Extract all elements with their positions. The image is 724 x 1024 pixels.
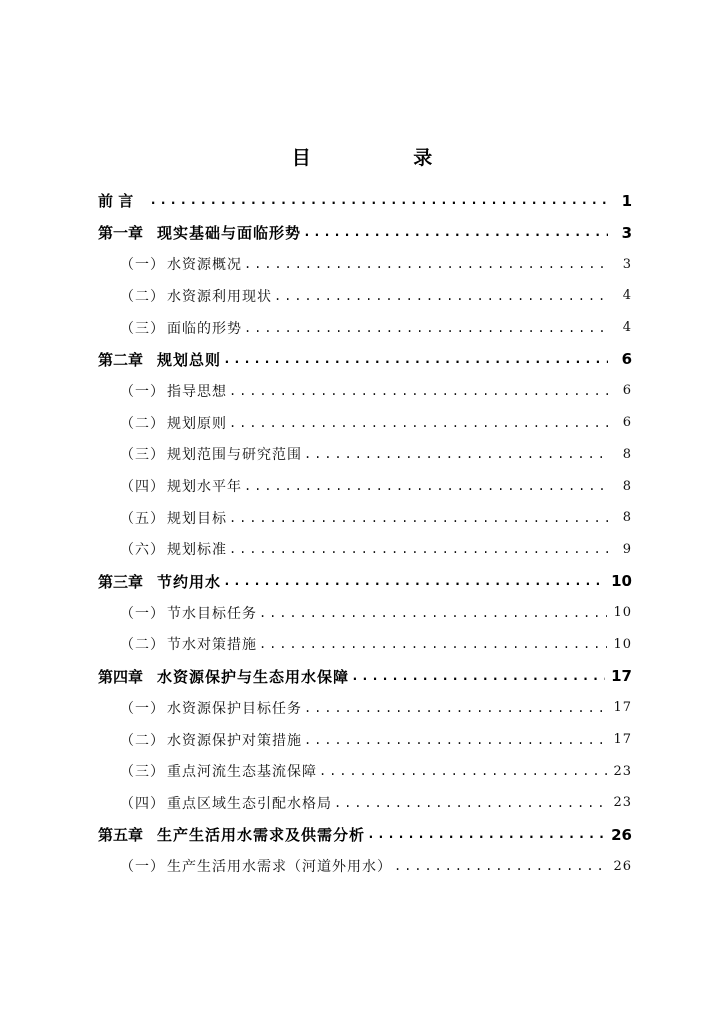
dot-leader (351, 669, 605, 684)
toc-chapter-entry[interactable] (98, 565, 632, 597)
toc-entry-label: （一） 生产生活用水需求（河道外用水） (120, 859, 392, 876)
dot-leader (149, 193, 608, 208)
toc-section-entry[interactable] (98, 755, 632, 787)
toc-section-entry[interactable] (98, 407, 632, 439)
dot-leader (259, 637, 607, 651)
toc-entry-label: （一） 节水目标任务 (120, 605, 257, 622)
toc-page-number: 17 (613, 700, 632, 716)
toc-entry-label: （四） 重点区域生态引配水格局 (120, 795, 332, 812)
dot-leader (229, 542, 608, 556)
toc-page-number: 26 (613, 858, 632, 874)
toc-entry-label: （二） 规划原则 (120, 415, 227, 432)
dot-leader (244, 257, 608, 271)
toc-entry-label: （五） 规划目标 (120, 510, 227, 527)
toc-page-number: 23 (613, 763, 632, 779)
toc-entry-label: （二） 水资源保护对策措施 (120, 732, 302, 749)
toc-entry-label: 第四章 水资源保护与生态用水保障 (98, 667, 350, 686)
toc-page-number: 23 (613, 795, 632, 811)
dot-leader (367, 827, 605, 842)
toc-entry-label: 第五章 生产生活用水需求及供需分析 (98, 826, 366, 845)
table-of-contents (98, 185, 632, 882)
toc-page-number: 26 (611, 825, 632, 844)
toc-chapter-entry[interactable] (98, 343, 632, 375)
toc-entry-label: （三） 重点河流生态基流保障 (120, 764, 317, 781)
toc-section-entry[interactable] (98, 534, 632, 566)
toc-page-number: 4 (622, 288, 632, 304)
toc-entry-label: （六） 规划标准 (120, 542, 227, 559)
toc-entry-label: 第二章 规划总则 (98, 350, 222, 369)
toc-section-entry[interactable] (98, 312, 632, 344)
toc-entry-label: 前 言 (98, 192, 134, 211)
toc-page-number: 3 (621, 223, 632, 242)
toc-page-number: 1 (621, 191, 632, 210)
toc-page-number: 10 (613, 636, 632, 652)
dot-leader (244, 321, 608, 335)
dot-leader (304, 733, 607, 747)
toc-entry-label: （三） 面临的形势 (120, 320, 242, 337)
dot-leader (303, 225, 608, 240)
toc-page-number: 8 (622, 478, 632, 494)
toc-page-number: 8 (622, 510, 632, 526)
toc-section-entry[interactable] (98, 248, 632, 280)
dot-leader (334, 796, 607, 810)
toc-section-entry[interactable] (98, 629, 632, 661)
toc-entry-label: （二） 水资源利用现状 (120, 288, 272, 305)
toc-entry-label: （一） 水资源保护目标任务 (120, 700, 302, 717)
toc-page-number: 6 (622, 415, 632, 431)
dot-leader (229, 511, 608, 525)
toc-chapter-entry[interactable] (98, 185, 632, 217)
dot-leader (229, 416, 608, 430)
toc-page-number: 10 (611, 572, 632, 591)
dot-leader (259, 606, 607, 620)
toc-page-number: 17 (613, 732, 632, 748)
dot-leader (223, 574, 605, 589)
toc-section-entry[interactable] (98, 597, 632, 629)
toc-page-number: 17 (611, 667, 632, 686)
toc-section-entry[interactable] (98, 280, 632, 312)
toc-page-number: 9 (622, 541, 632, 557)
toc-page-number: 8 (622, 446, 632, 462)
toc-chapter-entry[interactable] (98, 819, 632, 851)
toc-entry-label: 第三章 节约用水 (98, 572, 222, 591)
toc-section-entry[interactable] (98, 439, 632, 471)
toc-entry-label: （三） 规划范围与研究范围 (120, 447, 302, 464)
dot-leader (304, 447, 608, 461)
toc-entry-label: 第一章 现实基础与面临形势 (98, 224, 302, 243)
toc-section-entry[interactable] (98, 502, 632, 534)
toc-section-entry[interactable] (98, 850, 632, 882)
toc-page-number: 10 (613, 605, 632, 621)
dot-leader (223, 352, 608, 367)
dot-leader (394, 859, 607, 873)
toc-section-entry[interactable] (98, 692, 632, 724)
toc-section-entry[interactable] (98, 375, 632, 407)
dot-leader (319, 764, 607, 778)
dot-leader (244, 479, 608, 493)
dot-leader (304, 701, 607, 715)
toc-entry-label: （四） 规划水平年 (120, 479, 242, 496)
toc-section-entry[interactable] (98, 470, 632, 502)
dot-leader (274, 289, 608, 303)
toc-page-number: 6 (621, 350, 632, 369)
toc-page-number: 4 (622, 320, 632, 336)
toc-entry-label: （一） 水资源概况 (120, 257, 242, 274)
toc-entry-label: （一） 指导思想 (120, 383, 227, 400)
toc-page-number: 3 (622, 256, 632, 272)
toc-entry-label: （二） 节水对策措施 (120, 637, 257, 654)
page-title: 目 录 (291, 147, 481, 169)
toc-chapter-entry[interactable] (98, 660, 632, 692)
toc-section-entry[interactable] (98, 724, 632, 756)
toc-page-number: 6 (622, 383, 632, 399)
dot-leader (229, 384, 608, 398)
toc-chapter-entry[interactable] (98, 217, 632, 249)
toc-section-entry[interactable] (98, 787, 632, 819)
